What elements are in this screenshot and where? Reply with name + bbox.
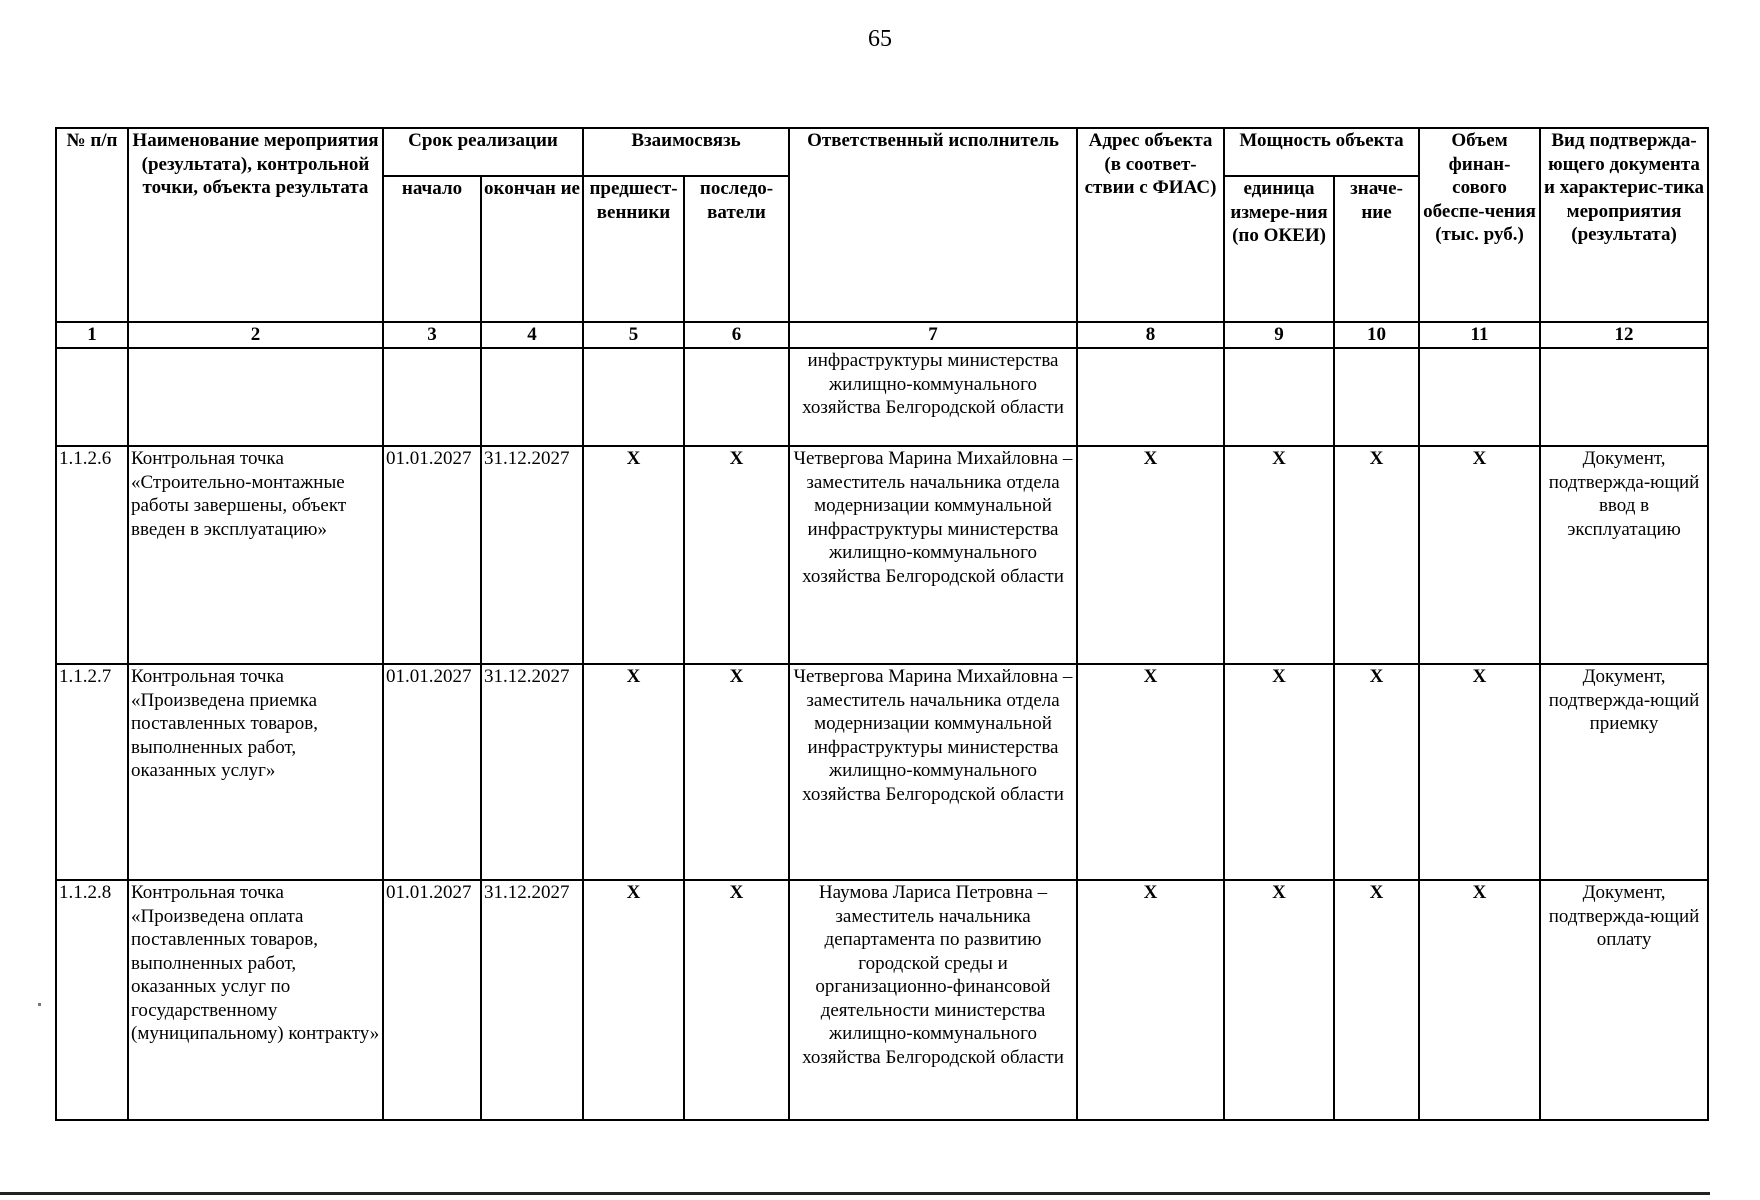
- row-successors: Х: [684, 664, 789, 880]
- row-address: [1077, 348, 1224, 446]
- column-number: 7: [789, 322, 1077, 348]
- row-end: 31.12.2027: [481, 664, 583, 880]
- row-document: Документ, подтвержда-ющий оплату: [1540, 880, 1708, 1120]
- header-document: Вид подтвержда-ющего документа и характерис-тика мероприятия (результата): [1540, 128, 1708, 322]
- header-end: окончан ие: [481, 176, 583, 322]
- row-id: 1.1.2.7: [56, 664, 128, 880]
- column-number: 6: [684, 322, 789, 348]
- row-document: [1540, 348, 1708, 446]
- table-row: [56, 880, 1708, 1120]
- row-end: 31.12.2027: [481, 446, 583, 664]
- row-unit: Х: [1224, 664, 1334, 880]
- table-header: [56, 128, 1708, 348]
- header-period: Срок реализации: [383, 128, 583, 176]
- header-predecessors: предшест-венники: [583, 176, 684, 322]
- row-start: 01.01.2027: [383, 664, 481, 880]
- row-unit: Х: [1224, 880, 1334, 1120]
- column-number: 3: [383, 322, 481, 348]
- table-row: [56, 348, 1708, 446]
- row-successors: [684, 348, 789, 446]
- header-name: Наименование мероприятия (результата), контрольной точки, объекта результата: [128, 128, 383, 322]
- row-executor: инфраструктуры министерства жилищно-коммунального хозяйства Белгородской области: [789, 348, 1077, 446]
- row-name: Контрольная точка «Строительно-монтажные работы завершены, объект введен в эксплуатацию»: [128, 446, 383, 664]
- scan-speck: [38, 1003, 41, 1006]
- row-executor: Четвергова Марина Михайловна – заместитель начальника отдела модернизации коммунальной инфраструктуры министерства жилищно-коммунального хозяйства Белгородской области: [789, 664, 1077, 880]
- header-unit: единица измере-ния (по ОКЕИ): [1224, 176, 1334, 322]
- header-finance: Объем финан-сового обеспе-чения (тыс. руб.): [1419, 128, 1540, 322]
- column-number: 10: [1334, 322, 1419, 348]
- header-successors: последо-ватели: [684, 176, 789, 322]
- row-predecessors: Х: [583, 880, 684, 1120]
- column-number: 5: [583, 322, 684, 348]
- row-name: Контрольная точка «Произведена оплата поставленных товаров, выполненных работ, оказанных услуг по государственному (муниципальному) контракту»: [128, 880, 383, 1120]
- row-predecessors: Х: [583, 664, 684, 880]
- events-table: [55, 127, 1709, 1121]
- row-value: [1334, 348, 1419, 446]
- row-executor: Четвергова Марина Михайловна – заместитель начальника отдела модернизации коммунальной инфраструктуры министерства жилищно-коммунального хозяйства Белгородской области: [789, 446, 1077, 664]
- column-number: 1: [56, 322, 128, 348]
- table-row: [56, 446, 1708, 664]
- row-value: Х: [1334, 446, 1419, 664]
- header-executor: Ответственный исполнитель: [789, 128, 1077, 322]
- row-predecessors: [583, 348, 684, 446]
- table-body: [56, 348, 1708, 1120]
- row-successors: Х: [684, 880, 789, 1120]
- table-row: [56, 664, 1708, 880]
- row-successors: Х: [684, 446, 789, 664]
- column-number: 9: [1224, 322, 1334, 348]
- row-address: Х: [1077, 446, 1224, 664]
- column-numbers-row: [56, 322, 1708, 348]
- row-finance: Х: [1419, 880, 1540, 1120]
- row-start: 01.01.2027: [383, 880, 481, 1120]
- header-start: начало: [383, 176, 481, 322]
- page-bottom-edge: [0, 1192, 1710, 1195]
- row-value: Х: [1334, 664, 1419, 880]
- column-number: 2: [128, 322, 383, 348]
- row-name: [128, 348, 383, 446]
- row-end: [481, 348, 583, 446]
- header-address: Адрес объекта (в соответ-ствии с ФИАС): [1077, 128, 1224, 322]
- row-value: Х: [1334, 880, 1419, 1120]
- row-document: Документ, подтвержда-ющий ввод в эксплуатацию: [1540, 446, 1708, 664]
- row-predecessors: Х: [583, 446, 684, 664]
- row-executor: Наумова Лариса Петровна – заместитель начальника департамента по развитию городской среды и организационно-финансовой деятельности министерства жилищно-коммунального хозяйства Белгородской области: [789, 880, 1077, 1120]
- row-finance: [1419, 348, 1540, 446]
- row-document: Документ, подтвержда-ющий приемку: [1540, 664, 1708, 880]
- row-id: 1.1.2.6: [56, 446, 128, 664]
- header-number: № п/п: [56, 128, 128, 322]
- row-start: [383, 348, 481, 446]
- row-id: 1.1.2.8: [56, 880, 128, 1120]
- row-name: Контрольная точка «Произведена приемка поставленных товаров, выполненных работ, оказанных услуг»: [128, 664, 383, 880]
- row-finance: Х: [1419, 446, 1540, 664]
- row-end: 31.12.2027: [481, 880, 583, 1120]
- column-number: 4: [481, 322, 583, 348]
- column-number: 12: [1540, 322, 1708, 348]
- column-number: 11: [1419, 322, 1540, 348]
- row-unit: [1224, 348, 1334, 446]
- header-capacity: Мощность объекта: [1224, 128, 1419, 176]
- header-relation: Взаимосвязь: [583, 128, 789, 176]
- row-start: 01.01.2027: [383, 446, 481, 664]
- page-number: 65: [868, 26, 892, 52]
- row-id: [56, 348, 128, 446]
- row-address: Х: [1077, 880, 1224, 1120]
- row-address: Х: [1077, 664, 1224, 880]
- row-finance: Х: [1419, 664, 1540, 880]
- header-value: значе-ние: [1334, 176, 1419, 322]
- row-unit: Х: [1224, 446, 1334, 664]
- column-number: 8: [1077, 322, 1224, 348]
